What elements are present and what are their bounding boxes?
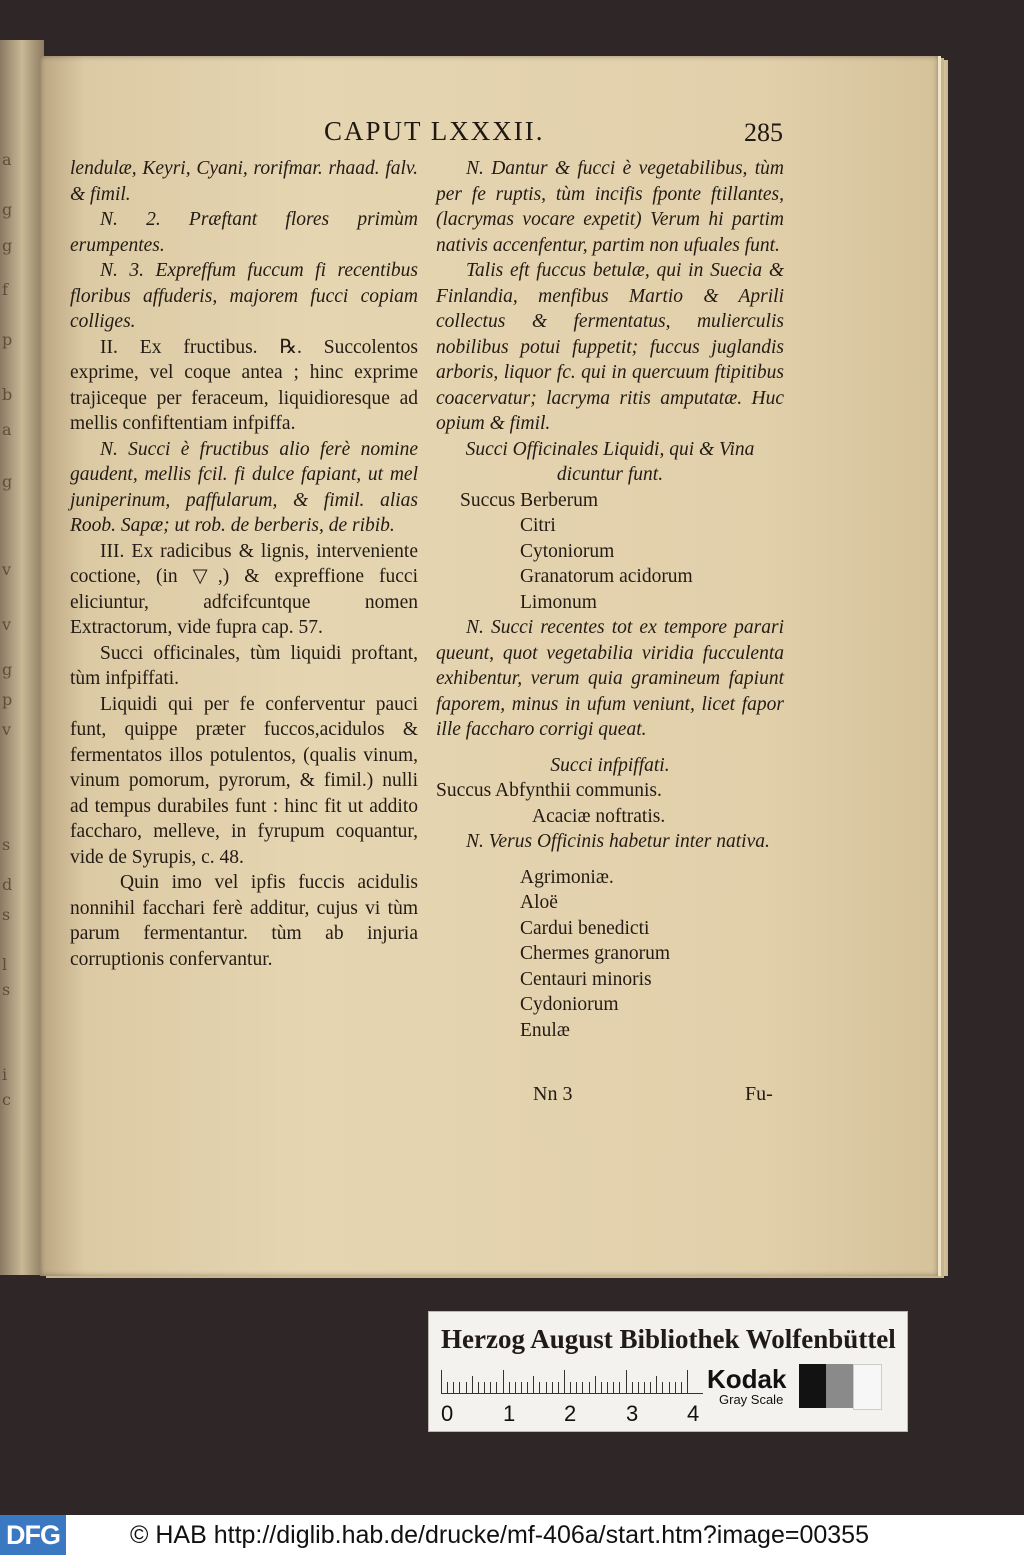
opposite-fragment: p <box>2 330 13 349</box>
ruler-tick <box>527 1382 528 1394</box>
ruler-tick <box>552 1382 553 1394</box>
ruler-tick <box>626 1370 627 1394</box>
ruler-number: 4 <box>687 1401 700 1426</box>
paragraph: N. Verus Officinis habetur inter nativa. <box>466 831 770 852</box>
left-column <box>70 156 418 972</box>
ruler-tick <box>478 1382 479 1394</box>
ruler-tick <box>546 1382 547 1394</box>
gray-swatch-black <box>799 1364 826 1408</box>
ruler-tick <box>582 1382 583 1394</box>
opposite-fragment: s <box>2 835 11 854</box>
ruler-tick <box>595 1376 596 1394</box>
ruler-tick <box>503 1370 504 1394</box>
list-item: Cardui benedicti <box>520 917 650 939</box>
list-item: Centauri minoris <box>520 968 652 990</box>
ruler-tick <box>466 1382 467 1394</box>
ruler-tick <box>533 1376 534 1394</box>
opposite-fragment: i <box>2 1065 8 1084</box>
opposite-fragment: a <box>2 150 12 169</box>
ruler-number: 3 <box>626 1401 639 1426</box>
catchword: Fu- <box>745 1083 773 1105</box>
gray-swatch-white <box>853 1364 882 1410</box>
ruler-tick <box>509 1382 510 1394</box>
paragraph: N. 2. Præftant flores primùm erumpentes. <box>70 209 418 256</box>
ruler-tick <box>675 1382 676 1394</box>
ruler-tick <box>447 1382 448 1394</box>
opposite-fragment: a <box>2 420 12 439</box>
list-item: Citri <box>520 515 556 536</box>
opposite-fragment: g <box>2 660 13 679</box>
ruler-tick <box>558 1382 559 1394</box>
list-item: Enulæ <box>520 1019 570 1041</box>
ruler-tick <box>607 1382 608 1394</box>
succi-liquidi-list <box>436 488 784 616</box>
right-column <box>436 156 784 1043</box>
ruler-tick <box>484 1382 485 1394</box>
opposite-fragment: g <box>2 200 13 219</box>
ruler-tick <box>539 1382 540 1394</box>
ruler-tick <box>441 1370 442 1394</box>
opposite-fragment: g <box>2 472 13 491</box>
library-color-label <box>428 1311 908 1432</box>
paragraph: II. Ex fructibus. ℞. Succolentos exprime, vel coque antea ; hinc exprime trajiceque per feraceum, liquidioresque ad mellis confiftentiam infpiffa. <box>70 336 418 434</box>
opposite-fragment: b <box>2 385 13 404</box>
paragraph: N. 3. Expreffum fuccum fi recentibus floribus affuderis, majorem fucci copiam colliges. <box>70 260 418 332</box>
succi-inspissati-list <box>436 778 784 829</box>
paragraph: III. Ex radicibus & lignis, interveniente coctione, (in ▽,) & expreffione fucci eliciuntur, adfcifcuntque nomen Extractorum, vide fupra cap. 57. <box>70 540 418 638</box>
ruler-tick <box>589 1382 590 1394</box>
opposite-fragment: v <box>2 615 12 634</box>
footer-link[interactable]: © HAB http://diglib.hab.de/drucke/mf-406a/start.htm?image=00355 <box>130 1521 869 1549</box>
ruler-tick <box>453 1382 454 1394</box>
opposite-fragment: c <box>2 1090 11 1109</box>
opposite-fragment: s <box>2 905 11 924</box>
paragraph: Quin imo vel ipfis fuccis acidulis nonnihil facchari ferè additur, cujus vi tùm parum fermentantur. tùm ab injuria corruptionis confervantur. <box>70 872 418 970</box>
list-item: Cydoniorum <box>520 994 619 1015</box>
paragraph: N. Succi è fructibus alio ferè nomine gaudent, mellis fcil. fi dulce fapiant, ut mel juniperinum, paffularum, & fimil. alias Roob. Sapæ; ut rob. de berberis, de ribib. <box>70 438 418 536</box>
ruler-tick <box>687 1370 688 1394</box>
ruler-tick <box>644 1382 645 1394</box>
ruler-scale <box>441 1368 703 1394</box>
list-item: Acaciæ noftratis. <box>532 805 666 827</box>
opposite-page-strip <box>0 40 44 1275</box>
opposite-fragment: s <box>2 980 11 999</box>
ruler-tick <box>613 1382 614 1394</box>
opposite-fragment: f <box>2 280 8 299</box>
opposite-fragment: p <box>2 690 13 709</box>
list-item: Cytoniorum <box>520 540 615 562</box>
opposite-fragment: l <box>2 955 8 974</box>
list-item: Granatorum acidorum <box>520 566 693 587</box>
list-item: Succus Berberum <box>460 489 599 511</box>
ruler-tick <box>521 1382 522 1394</box>
section-heading: Succi infpiffati. <box>550 754 670 776</box>
running-head: CAPUT LXXXII. <box>324 116 545 146</box>
list-item: Limonum <box>520 591 597 613</box>
list-item: Aloë <box>520 892 558 913</box>
ruler-tick <box>662 1382 663 1394</box>
paragraph: Talis eft fuccus betulæ, qui in Suecia & Finlandia, menfibus Martio & Aprili collectus & fermentatus, mulierculis nobilibus potui fuppetit; fuccus juglandis arboris, liquor fc. qui in quercuum ftipitibus coacervatur; lacryma ritis amputatæ. Huc opium & fimil. <box>436 260 784 434</box>
paragraph: lendulæ, Keyri, Cyani, rorifmar. rhaad. falv. & fimil. <box>70 158 418 205</box>
ruler-tick <box>632 1382 633 1394</box>
library-name: Herzog August Bibliothek Wolfenbüttel <box>441 1324 896 1354</box>
ruler-tick <box>496 1382 497 1394</box>
paragraph: Liquidi qui per fe conferventur pauci funt, quippe præter fuccos,acidulos & fermentatos illos potulentos, (qualis vinum, vinum pomorum, pyrorum, & fimil.) nulli ad tempus durabiles funt : hinc fit ut addito faccharo, melleve, in fyrupum coquantur, vide de Syrupis, c. 48. <box>70 693 418 868</box>
signature-mark: Nn 3 <box>533 1083 573 1105</box>
ruler-number: 1 <box>503 1401 516 1426</box>
ruler-number: 0 <box>441 1401 454 1426</box>
ruler-tick <box>459 1382 460 1394</box>
gray-scale-caption: Gray Scale <box>719 1392 784 1407</box>
ruler-tick <box>650 1382 651 1394</box>
list-item: Agrimoniæ. <box>520 866 614 888</box>
kodak-logo: Kodak <box>707 1364 787 1394</box>
ruler-tick <box>490 1382 491 1394</box>
ruler-number: 2 <box>564 1401 577 1426</box>
opposite-fragment: g <box>2 236 13 255</box>
ruler-tick <box>515 1382 516 1394</box>
ruler-tick <box>576 1382 577 1394</box>
ruler-tick <box>619 1382 620 1394</box>
opposite-fragment: d <box>2 875 13 894</box>
gray-swatch-mid <box>826 1364 853 1408</box>
ruler-tick <box>681 1382 682 1394</box>
opposite-fragment: v <box>2 720 12 739</box>
ruler-tick <box>601 1382 602 1394</box>
ruler-tick <box>638 1382 639 1394</box>
paragraph: N. Dantur & fucci è vegetabilibus, tùm per fe ruptis, tùm incifis fponte ftillantes, (lacrymas vocare expetit) Verum hi partim nativis accenfentur, partim non ufuales funt. <box>436 158 784 256</box>
page-number: 285 <box>744 118 783 147</box>
paragraph: Succi officinales, tùm liquidi proftant, tùm infpiffati. <box>70 642 418 689</box>
ruler-tick <box>472 1376 473 1394</box>
ruler-tick <box>564 1370 565 1394</box>
section-heading: Succi Officinales Liquidi, qui & Vina dicuntur funt. <box>465 438 755 485</box>
succi-inspissati-list-2 <box>436 865 784 1044</box>
opposite-fragment: v <box>2 560 12 579</box>
list-item: Succus Abfynthii communis. <box>436 780 662 801</box>
paragraph: N. Succi recentes tot ex tempore parari queunt, quot vegetabilia viridia fucculenta exhibentur, verum quia gramineum fapiunt faporem, minus in ufum veniunt, licet fapor ille faccharo corrigi queat. <box>436 617 784 740</box>
list-item: Chermes granorum <box>520 943 671 964</box>
ruler-tick <box>570 1382 571 1394</box>
dfg-logo: DFG <box>0 1515 66 1555</box>
ruler-tick <box>656 1376 657 1394</box>
ruler-tick <box>669 1382 670 1394</box>
